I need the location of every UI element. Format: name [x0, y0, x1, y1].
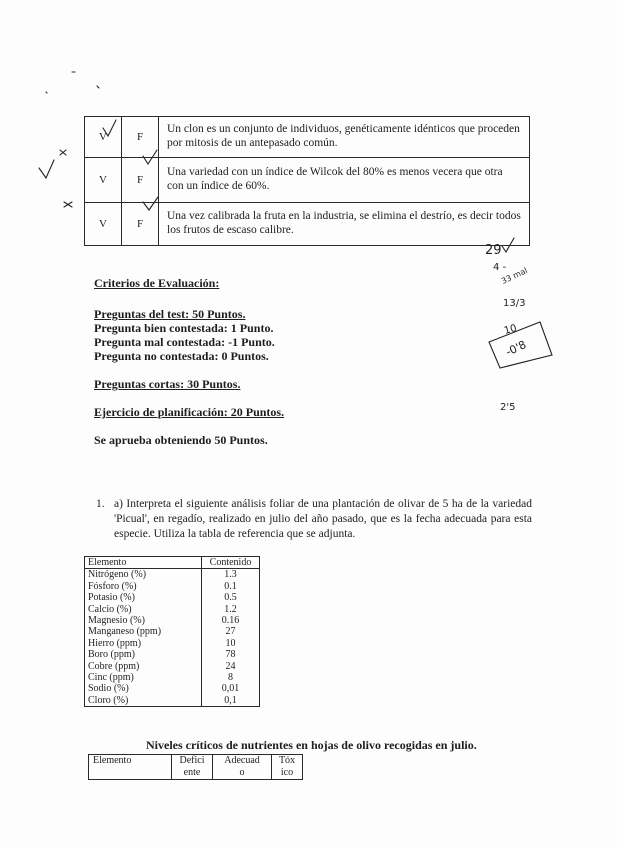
table-row	[85, 638, 260, 649]
handwritten-note: 4 -	[493, 262, 507, 273]
table-row	[85, 581, 260, 592]
table-row	[85, 615, 260, 626]
cross-mark-icon	[60, 150, 66, 155]
tf-row	[85, 203, 530, 246]
ref-header-toxic	[272, 755, 303, 780]
handwritten-note: 13/3	[503, 298, 526, 309]
ref-header-toxic-l2: ico	[280, 767, 294, 778]
ref-header-adequate-l1: Adecuad	[224, 755, 260, 766]
header-element: Elemento	[85, 557, 202, 569]
criteria-planning: Ejercicio de planificación: 20 Puntos.	[94, 405, 285, 419]
reference-title: Niveles críticos de nutrientes en hojas de olivo recogidas en julio.	[146, 738, 477, 752]
content-cell: 27	[225, 626, 236, 638]
handwritten-note: 33 mal	[500, 265, 529, 286]
tf-statement: Una vez calibrada la fruta en la industria, se elimina el destrío, es decir todos los frutos de escaso calibre.	[159, 203, 530, 246]
ref-header-element: Elemento	[89, 755, 172, 780]
criteria-pass: Se aprueba obteniendo 50 Puntos.	[94, 433, 268, 447]
element-cell: Nitrógeno (%)	[85, 569, 202, 581]
content-cell: 78	[225, 649, 236, 661]
exercise-number: 1.	[96, 498, 105, 510]
criteria-blank: Pregunta no contestada: 0 Puntos.	[94, 349, 269, 363]
element-cell: Manganeso (ppm)	[85, 626, 202, 637]
element-cell: Fósforo (%)	[85, 581, 202, 592]
criteria-heading: Criterios de Evaluación:	[94, 276, 220, 290]
leaf-analysis-table	[84, 556, 260, 707]
criteria-test: Preguntas del test: 50 Puntos.	[94, 307, 246, 321]
tf-row	[85, 117, 530, 158]
content-cell: 8	[228, 672, 233, 684]
true-option[interactable]: V	[85, 158, 122, 203]
ref-header-toxic-l1: Tóx	[278, 755, 296, 766]
content-cell: 0.5	[224, 592, 237, 604]
table-row	[85, 672, 260, 683]
false-option[interactable]: F	[122, 117, 159, 158]
element-cell: Cobre (ppm)	[85, 661, 202, 672]
ref-header-deficient-l1: Defici	[179, 755, 205, 766]
table-row	[85, 649, 260, 660]
ref-header-adequate	[213, 755, 272, 780]
handwritten-note: -0'8	[503, 338, 529, 359]
ref-header-adequate-l2: o	[239, 767, 245, 778]
ref-header-deficient-l2: ente	[183, 767, 201, 778]
pen-dot-icon	[46, 92, 47, 93]
element-cell: Boro (ppm)	[85, 649, 202, 660]
content-cell: 0,01	[221, 683, 240, 695]
tf-row	[85, 158, 530, 203]
header-content: Contenido	[202, 557, 260, 569]
false-option[interactable]: F	[122, 158, 159, 203]
content-cell: 0,1	[224, 694, 237, 706]
tf-statement: Una variedad con un índice de Wilcok del 80% es menos vecera que otra con un índice de 60%.	[159, 158, 530, 203]
true-option[interactable]: V	[85, 117, 122, 158]
ref-header-deficient	[172, 755, 213, 780]
handwritten-box	[489, 322, 552, 368]
exercise-question	[96, 497, 532, 542]
table-row	[85, 592, 260, 603]
table-row	[85, 683, 260, 694]
tf-statement: Un clon es un conjunto de individuos, genéticamente idénticos que proceden por mitosis de un antepasado común.	[159, 117, 530, 158]
criteria-correct: Pregunta bien contestada: 1 Punto.	[94, 321, 274, 335]
true-option[interactable]: V	[85, 203, 122, 246]
element-cell: Hierro (ppm)	[85, 638, 202, 649]
exercise-text: a) Interpreta el siguiente análisis foliar de una plantación de olivar de 5 ha de la variedad 'Picual', en regadío, realizado en julio del año pasado, que es la fecha adecuada para esta especie. Utiliza la tabla de referencia que se adjunta.	[114, 498, 532, 540]
table-row	[85, 569, 260, 581]
element-cell: Sodio (%)	[85, 683, 202, 694]
false-option[interactable]: F	[122, 203, 159, 246]
handwritten-score: 29	[485, 243, 502, 258]
element-cell: Calcio (%)	[85, 604, 202, 615]
table-header-row	[85, 557, 260, 569]
element-cell: Cinc (ppm)	[85, 672, 202, 683]
handwritten-note: 2'5	[500, 402, 516, 413]
content-cell: 10	[225, 637, 236, 649]
content-cell: 0.1	[224, 580, 237, 592]
evaluation-criteria	[94, 276, 284, 447]
content-cell: 1.3	[224, 569, 237, 581]
criteria-short: Preguntas cortas: 30 Puntos.	[94, 377, 241, 391]
reference-table	[88, 754, 303, 780]
content-cell: 24	[225, 660, 236, 672]
element-cell: Potasio (%)	[85, 592, 202, 603]
element-cell: Cloro (%)	[85, 695, 202, 707]
true-false-table	[84, 116, 530, 246]
element-cell: Magnesio (%)	[85, 615, 202, 626]
table-row	[85, 661, 260, 672]
reference-header-row	[89, 755, 303, 780]
criteria-wrong: Pregunta mal contestada: -1 Punto.	[94, 335, 275, 349]
table-row	[85, 695, 260, 707]
handwritten-note: 10	[502, 322, 519, 337]
checkmark-icon	[39, 160, 54, 178]
cross-mark-icon	[64, 202, 72, 207]
content-cell: 0.16	[221, 615, 240, 627]
content-cell: 1.2	[224, 603, 237, 615]
pen-dot-icon	[97, 86, 99, 88]
table-row	[85, 626, 260, 637]
table-row	[85, 604, 260, 615]
